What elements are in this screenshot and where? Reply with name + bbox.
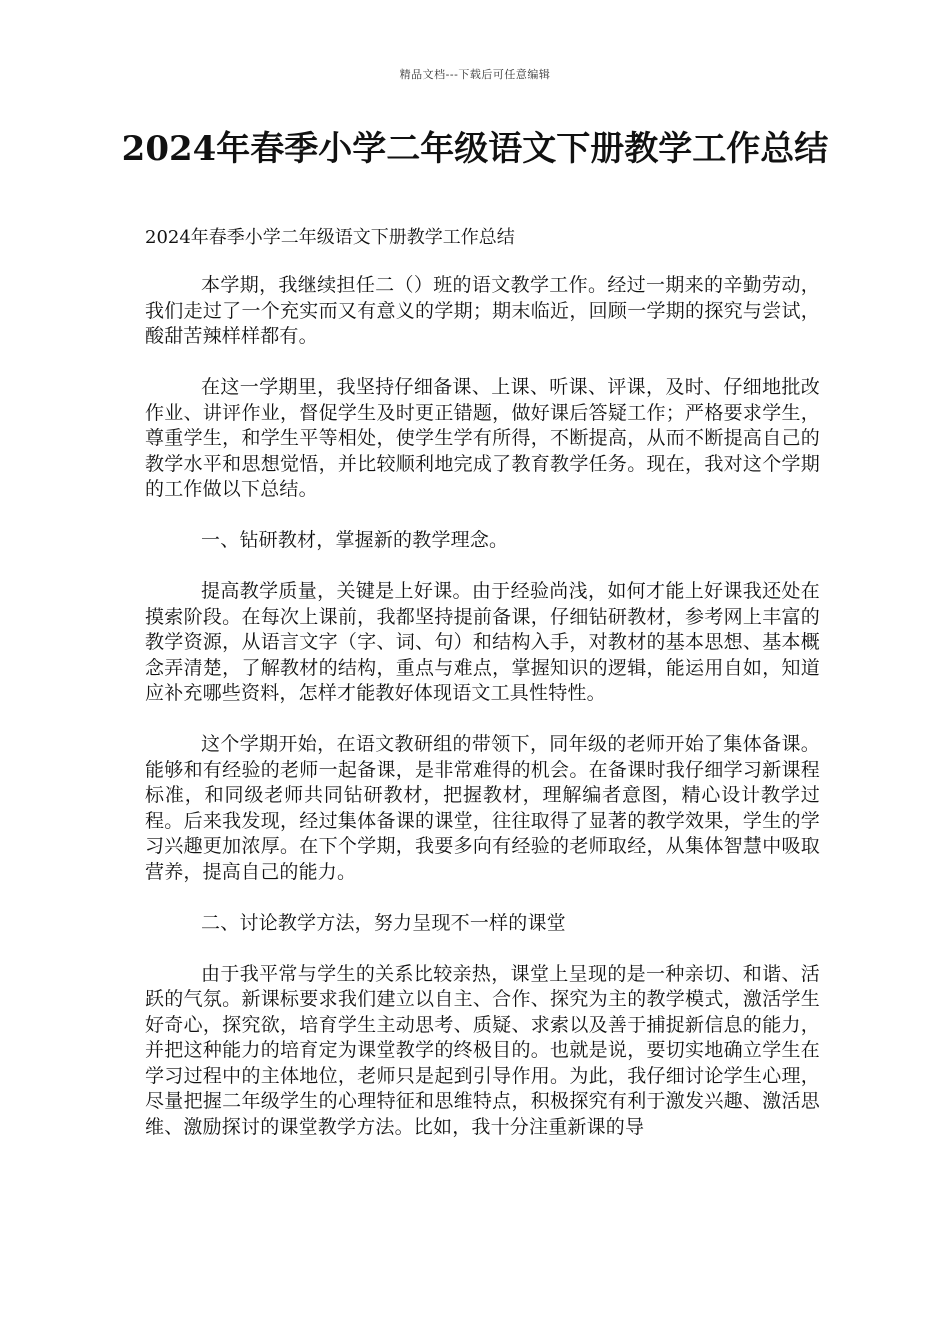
section-heading-2: 二、讨论教学方法，努力呈现不一样的课堂	[201, 911, 566, 934]
paragraph-section-2a: 由于我平常与学生的关系比较亲热，课堂上呈现的是一种亲切、和谐、活跃的气氛。新课标要求我们建立以自主、合作、探究为主的教学模式，激活学生好奇心，探究欲，培育学生主动思考、质疑、求索以及善于捕捉新信息的能力，并把这种能力的培育定为课堂教学的终极目的。也就是说，要切实地确立学生在学习过程中的主体地位，老师只是起到引导作用。为此，我仔细讨论学生心理，尽量把握二年级学生的心理特征和思维特点，积极探究有利于激发兴趣、激活思维、激励探讨的课堂教学方法。比如，我十分注重新课的导	[145, 962, 820, 1138]
document-title: 2024年春季小学二年级语文下册教学工作总结	[121, 129, 829, 169]
paragraph-overview: 在这一学期里，我坚持仔细备课、上课、听课、评课，及时、仔细地批改作业、讲评作业，督促学生及时更正错题，做好课后答疑工作；严格要求学生，尊重学生，和学生平等相处，使学生学有所得，不断提高，从而不断提高自己的教学水平和思想觉悟，并比较顺利地完成了教育教学任务。现在，我对这个学期的工作做以下总结。	[145, 376, 820, 500]
paragraph-intro: 本学期，我继续担任二（）班的语文教学工作。经过一期来的辛勤劳动，我们走过了一个充实而又有意义的学期；期末临近，回顾一学期的探究与尝试，酸甜苦辣样样都有。	[145, 274, 820, 347]
section-heading-1: 一、钻研教材，掌握新的教学理念。	[201, 529, 509, 551]
paragraph-section-1a: 提高教学质量，关键是上好课。由于经验尚浅，如何才能上好课我还处在摸索阶段。在每次上课前，我都坚持提前备课，仔细钻研教材，参考网上丰富的教学资源，从语言文字（字、词、句）和结构入手，对教材的基本思想、基本概念弄清楚，了解教材的结构，重点与难点，掌握知识的逻辑，能运用自如，知道应补充哪些资料，怎样才能教好体现语文工具性特性。	[145, 580, 820, 704]
header-note: 精品文档---下载后可任意编辑	[399, 68, 551, 81]
paragraph-section-1b: 这个学期开始，在语文教研组的带领下，同年级的老师开始了集体备课。能够和有经验的老师一起备课，是非常难得的机会。在备课时我仔细学习新课程标准，和同级老师共同钻研教材，把握教材，理解编者意图，精心设计教学过程。后来我发现，经过集体备课的课堂，往往取得了显著的教学效果，学生的学习兴趣更加浓厚。在下个学期，我要多向有经验的老师取经，从集体智慧中吸取营养，提高自己的能力。	[145, 733, 820, 883]
document-subtitle: 2024年春季小学二年级语文下册教学工作总结	[145, 227, 515, 248]
document-body	[145, 273, 820, 1166]
